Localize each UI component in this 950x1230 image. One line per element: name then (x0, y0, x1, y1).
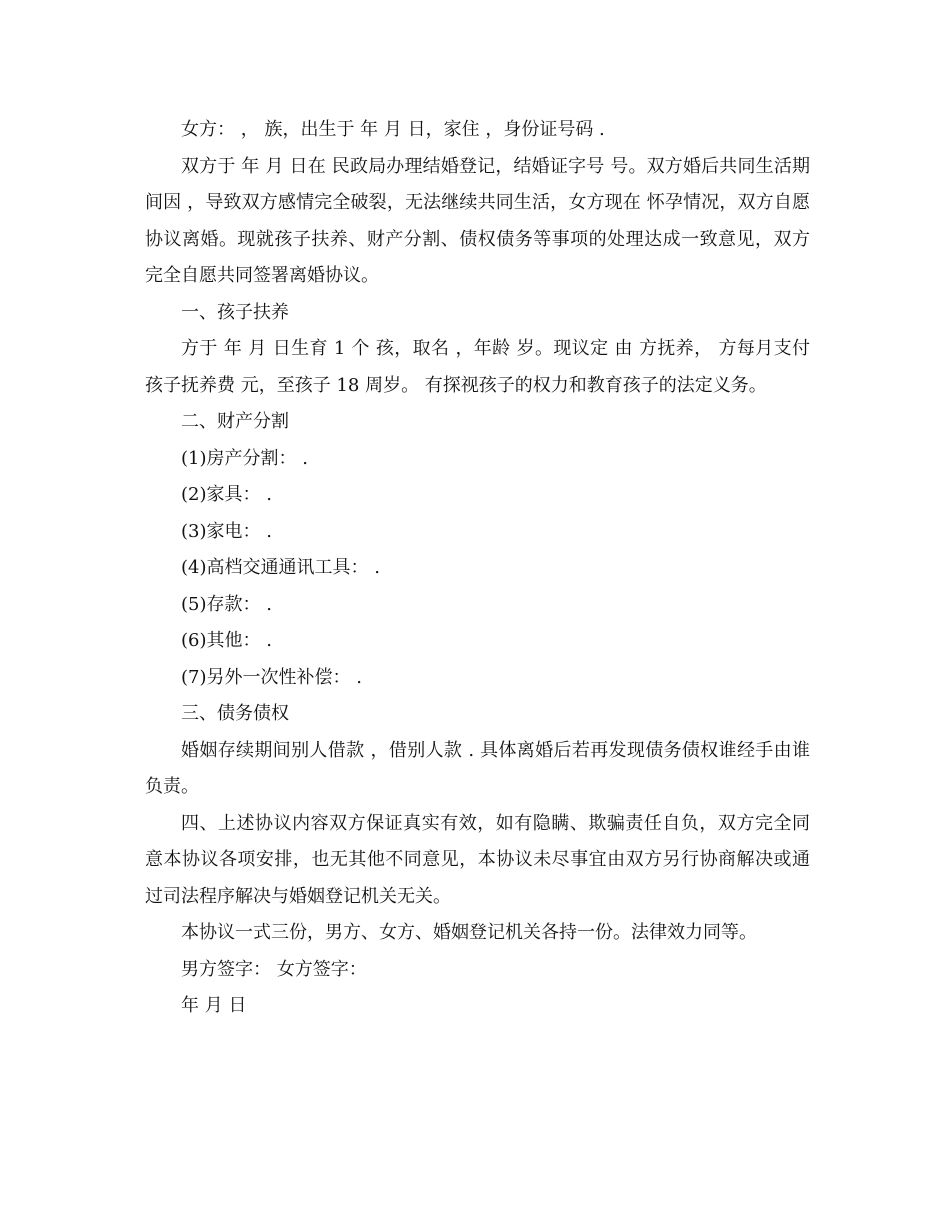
child-custody-paragraph: 方于 年 月 日生育 1 个 孩，取名 ，年龄 岁。现议定 由 方抚养， 方每月支付孩子抚养费 元，至孩子 18 周岁。 有探视孩子的权力和教育孩子的法定义务。 (145, 338, 810, 396)
property-item-house: (1)房产分割： . (181, 447, 308, 469)
property-item-furniture: (2)家具： . (181, 484, 272, 505)
document-body (145, 112, 810, 1025)
section-heading-property-division: 二、财产分割 (181, 411, 289, 432)
section-four-paragraph: 四、上述协议内容双方保证真实有效，如有隐瞒、欺骗责任自负，双方完全同意本协议各项安排，也无其他不同意见，本协议未尽事宜由双方另行协商解决或通过司法程序解决与婚姻登记机关无关。 (145, 812, 810, 907)
property-item-appliances: (3)家电： . (181, 520, 272, 542)
property-item-vehicles: (4)高档交通通讯工具： . (181, 557, 380, 578)
female-party-info: 女方： ， 族，出生于 年 月 日，家住 ，身份证号码 . (181, 119, 605, 140)
signature-line: 男方签字： 女方签字： (181, 958, 367, 980)
section-heading-debts: 三、债务债权 (181, 703, 289, 724)
property-item-savings: (5)存款： . (181, 593, 272, 615)
property-item-other: (6)其他： . (181, 630, 272, 651)
marriage-registration-paragraph: 双方于 年 月 日在 民政局办理结婚登记，结婚证字号 号。双方婚后共同生活期间因 ，导致双方感情完全破裂，无法继续共同生活，女方现在 怀孕情况，双方自愿协议离婚。现就孩子扶养、财产分割、债权债务等事项的处理达成一致意见，双方完全自愿共同签署离婚协议。 (145, 155, 810, 286)
copies-paragraph: 本协议一式三份，男方、女方、婚姻登记机关各持一份。法律效力同等。 (181, 922, 757, 943)
date-line: 年 月 日 (181, 995, 247, 1016)
section-heading-child-custody: 一、孩子扶养 (181, 301, 289, 323)
debts-paragraph: 婚姻存续期间别人借款 ，借别人款 . 具体离婚后若再发现债务债权谁经手由谁负责。 (145, 739, 810, 797)
property-item-compensation: (7)另外一次性补偿： . (181, 666, 362, 688)
